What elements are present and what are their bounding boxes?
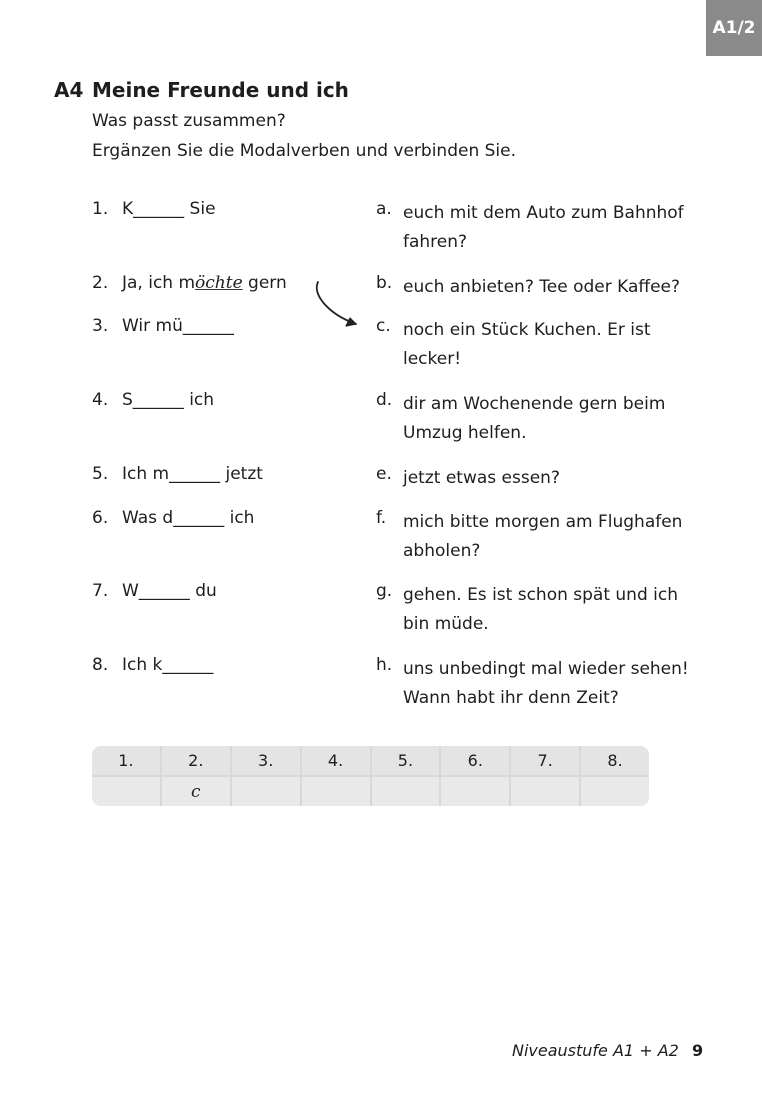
- ending-letter: b.: [376, 273, 393, 293]
- ending-letter: f.: [376, 508, 387, 528]
- item-number: 2.: [92, 273, 109, 293]
- item-number: 8.: [92, 655, 109, 675]
- item-number: 7.: [92, 581, 109, 601]
- exercise-row-6: [92, 508, 712, 568]
- ending-letter: a.: [376, 199, 392, 219]
- sentence-ending: euch mit dem Auto zum Bahnhof fahren?: [403, 203, 684, 252]
- sentence-prefix: Ja, ich m: [122, 273, 196, 293]
- answer-header-cell: 4.: [302, 746, 370, 775]
- answer-header-cell: 2.: [162, 746, 230, 775]
- answer-header-cell: 1.: [92, 746, 160, 775]
- page-number: 9: [692, 1041, 704, 1060]
- exercise-row-3: [92, 316, 712, 376]
- connection-arrow-icon: [310, 280, 370, 340]
- answer-header-cell: 7.: [511, 746, 579, 775]
- exercise-row-1: [92, 199, 712, 259]
- sentence-start: Ich m______ jetzt: [122, 464, 263, 484]
- exercise-row-7: [92, 581, 712, 641]
- exercise-number: A4: [54, 78, 84, 102]
- footer-level: Niveaustufe A1 + A2: [512, 1041, 679, 1060]
- ending-letter: d.: [376, 390, 393, 410]
- answer-cell[interactable]: [302, 777, 370, 806]
- answer-cell[interactable]: [372, 777, 440, 806]
- item-number: 4.: [92, 390, 109, 410]
- answer-cell[interactable]: [92, 777, 160, 806]
- sentence-ending: noch ein Stück Kuchen. Er ist lecker!: [403, 320, 651, 369]
- instruction-line-2: Ergänzen Sie die Modalverben und verbinden Sie.: [92, 141, 517, 161]
- sentence-suffix: gern: [242, 273, 287, 293]
- exercise-title: Meine Freunde und ich: [92, 78, 349, 102]
- answer-header-cell: 5.: [372, 746, 440, 775]
- sentence-start: W______ du: [122, 581, 217, 601]
- sentence-start: K______ Sie: [122, 199, 216, 219]
- sentence-ending: dir am Wochenende gern beim Umzug helfen.: [403, 394, 666, 443]
- answer-header-cell: 6.: [441, 746, 509, 775]
- sentence-start: Ich k______: [122, 655, 214, 675]
- handwritten-answer: öchte: [195, 273, 243, 293]
- ending-letter: h.: [376, 655, 393, 675]
- sentence-start: [122, 273, 287, 293]
- item-number: 1.: [92, 199, 109, 219]
- exercise-row-8: [92, 655, 712, 715]
- item-number: 3.: [92, 316, 109, 336]
- level-tab: A1/2: [706, 0, 762, 56]
- answer-cell[interactable]: [162, 777, 230, 806]
- answer-header-cell: 3.: [232, 746, 300, 775]
- sentence-start: S______ ich: [122, 390, 215, 410]
- sentence-ending: gehen. Es ist schon spät und ich bin müde.: [403, 585, 678, 634]
- exercise-row-4: [92, 390, 712, 450]
- sentence-ending: euch anbieten? Tee oder Kaffee?: [403, 277, 681, 297]
- ending-letter: e.: [376, 464, 392, 484]
- sentence-ending: jetzt etwas essen?: [403, 468, 560, 488]
- answer-cell[interactable]: [232, 777, 300, 806]
- answer-cell[interactable]: [441, 777, 509, 806]
- answer-table: [92, 746, 649, 806]
- sentence-start: Was d______ ich: [122, 508, 255, 528]
- sentence-ending: mich bitte morgen am Flughafen abholen?: [403, 512, 683, 561]
- answer-value: c: [191, 781, 201, 802]
- answer-cell[interactable]: [581, 777, 649, 806]
- answer-cell[interactable]: [511, 777, 579, 806]
- ending-letter: g.: [376, 581, 393, 601]
- ending-letter: c.: [376, 316, 391, 336]
- sentence-ending: uns unbedingt mal wieder sehen! Wann habt ihr denn Zeit?: [403, 659, 689, 708]
- item-number: 5.: [92, 464, 109, 484]
- instruction-line-1: Was passt zusammen?: [92, 111, 286, 131]
- answer-header-cell: 8.: [581, 746, 649, 775]
- sentence-start: Wir mü______: [122, 316, 234, 336]
- item-number: 6.: [92, 508, 109, 528]
